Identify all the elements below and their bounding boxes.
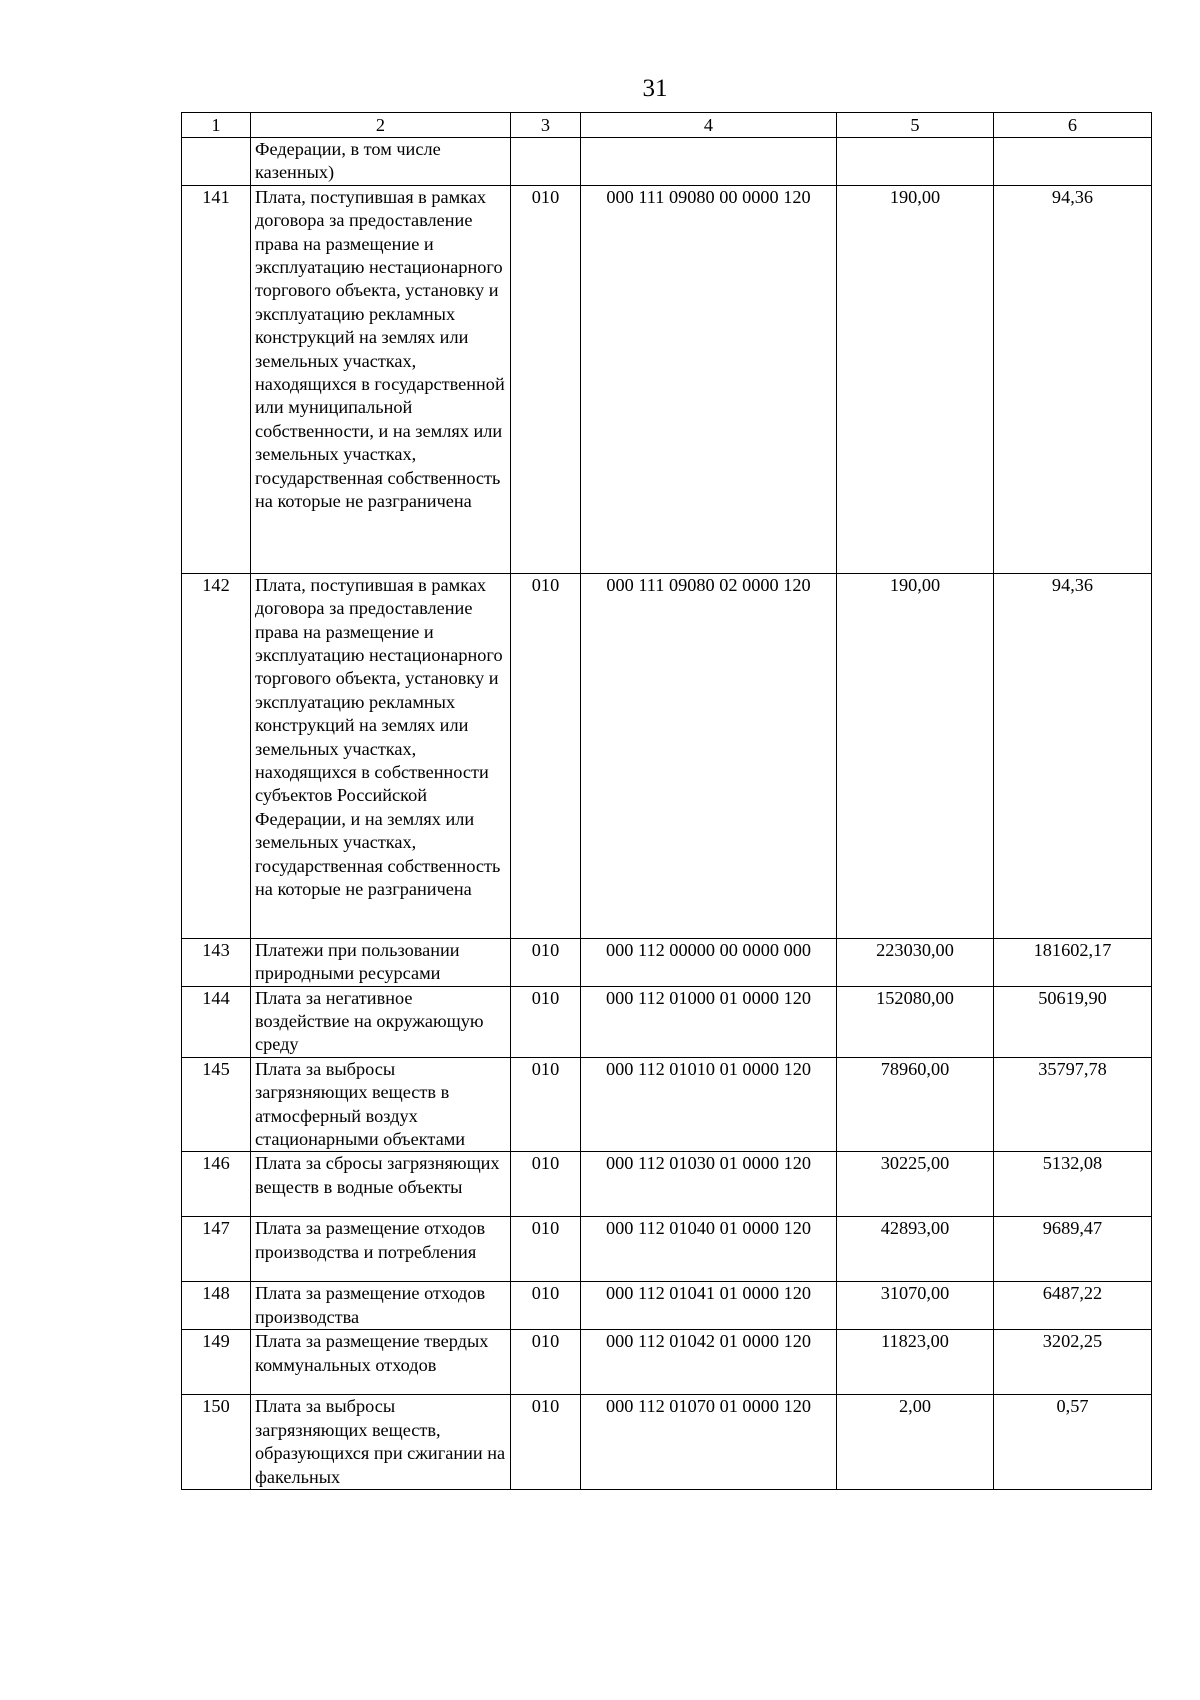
table-row xyxy=(182,986,1152,1057)
budget-code-cell: 000 112 01070 01 0000 120 xyxy=(581,1395,837,1490)
row-number-cell: 145 xyxy=(182,1057,251,1152)
budget-code-cell: 000 112 01042 01 0000 120 xyxy=(581,1330,837,1395)
plan-value-cell xyxy=(837,138,994,186)
budget-code-cell: 000 111 09080 02 0000 120 xyxy=(581,573,837,938)
admin-code-cell: 010 xyxy=(511,986,581,1057)
fact-value-cell: 181602,17 xyxy=(994,938,1152,986)
admin-code-cell: 010 xyxy=(511,938,581,986)
row-name-cell: Платежи при пользовании природными ресурсами xyxy=(251,938,511,986)
admin-code-cell: 010 xyxy=(511,1330,581,1395)
budget-code-cell: 000 112 01010 01 0000 120 xyxy=(581,1057,837,1152)
budget-code-cell: 000 112 01040 01 0000 120 xyxy=(581,1217,837,1282)
plan-value-cell: 31070,00 xyxy=(837,1282,994,1330)
table-row xyxy=(182,185,1152,573)
fact-value-cell: 3202,25 xyxy=(994,1330,1152,1395)
budget-code-cell: 000 112 01030 01 0000 120 xyxy=(581,1152,837,1217)
admin-code-cell xyxy=(511,138,581,186)
header-cell: 6 xyxy=(994,113,1152,138)
table-row xyxy=(182,1217,1152,1282)
row-name-cell: Плата, поступившая в рамках договора за предоставление права на размещение и эксплуатацию нестационарного торгового объекта, установку и эксплуатацию рекламных конструкций на землях или земельных участках, находящихся в государственной или муниципальной собственности, и на землях или земельных участках, государственная собственность на которые не разграничена xyxy=(251,185,511,573)
page-number: 31 xyxy=(642,75,668,102)
admin-code-cell: 010 xyxy=(511,1217,581,1282)
admin-code-cell: 010 xyxy=(511,1057,581,1152)
table-row xyxy=(182,1282,1152,1330)
budget-code-cell: 000 111 09080 00 0000 120 xyxy=(581,185,837,573)
row-number-cell xyxy=(182,138,251,186)
row-number-cell: 144 xyxy=(182,986,251,1057)
budget-code-cell xyxy=(581,138,837,186)
admin-code-cell: 010 xyxy=(511,573,581,938)
table-row xyxy=(182,1152,1152,1217)
fact-value-cell: 6487,22 xyxy=(994,1282,1152,1330)
row-number-cell: 142 xyxy=(182,573,251,938)
row-name-cell: Плата за размещение твердых коммунальных отходов xyxy=(251,1330,511,1395)
plan-value-cell: 30225,00 xyxy=(837,1152,994,1217)
admin-code-cell: 010 xyxy=(511,1282,581,1330)
fact-value-cell: 50619,90 xyxy=(994,986,1152,1057)
row-name-cell: Федерации, в том числе казенных) xyxy=(251,138,511,186)
plan-value-cell: 2,00 xyxy=(837,1395,994,1490)
row-name-cell: Плата, поступившая в рамках договора за предоставление права на размещение и эксплуатацию нестационарного торгового объекта, установку и эксплуатацию рекламных конструкций на землях или земельных участках, находящихся в собственности субъектов Российской Федерации, и на землях или земельных участках, государственная собственность на которые не разграничена xyxy=(251,573,511,938)
plan-value-cell: 78960,00 xyxy=(837,1057,994,1152)
table-header-row xyxy=(182,113,1152,138)
row-name-cell: Плата за размещение отходов производства и потребления xyxy=(251,1217,511,1282)
row-name-cell: Плата за негативное воздействие на окружающую среду xyxy=(251,986,511,1057)
budget-code-cell: 000 112 00000 00 0000 000 xyxy=(581,938,837,986)
row-number-cell: 150 xyxy=(182,1395,251,1490)
header-cell: 3 xyxy=(511,113,581,138)
budget-code-cell: 000 112 01041 01 0000 120 xyxy=(581,1282,837,1330)
row-name-cell: Плата за размещение отходов производства xyxy=(251,1282,511,1330)
row-number-cell: 143 xyxy=(182,938,251,986)
table-row xyxy=(182,1330,1152,1395)
row-number-cell: 149 xyxy=(182,1330,251,1395)
table-row xyxy=(182,138,1152,186)
table-row xyxy=(182,938,1152,986)
plan-value-cell: 42893,00 xyxy=(837,1217,994,1282)
plan-value-cell: 223030,00 xyxy=(837,938,994,986)
row-number-cell: 146 xyxy=(182,1152,251,1217)
fact-value-cell: 0,57 xyxy=(994,1395,1152,1490)
budget-code-cell: 000 112 01000 01 0000 120 xyxy=(581,986,837,1057)
row-number-cell: 141 xyxy=(182,185,251,573)
header-cell: 5 xyxy=(837,113,994,138)
fact-value-cell: 9689,47 xyxy=(994,1217,1152,1282)
revenue-table xyxy=(181,112,1152,1490)
fact-value-cell: 5132,08 xyxy=(994,1152,1152,1217)
fact-value-cell: 94,36 xyxy=(994,573,1152,938)
header-cell: 2 xyxy=(251,113,511,138)
header-cell: 1 xyxy=(182,113,251,138)
table-row xyxy=(182,573,1152,938)
admin-code-cell: 010 xyxy=(511,185,581,573)
row-number-cell: 148 xyxy=(182,1282,251,1330)
table-row xyxy=(182,1395,1152,1490)
row-name-cell: Плата за выбросы загрязняющих веществ в атмосферный воздух стационарными объектами xyxy=(251,1057,511,1152)
plan-value-cell: 190,00 xyxy=(837,185,994,573)
row-name-cell: Плата за выбросы загрязняющих веществ, образующихся при сжигании на факельных xyxy=(251,1395,511,1490)
admin-code-cell: 010 xyxy=(511,1395,581,1490)
admin-code-cell: 010 xyxy=(511,1152,581,1217)
fact-value-cell: 35797,78 xyxy=(994,1057,1152,1152)
plan-value-cell: 11823,00 xyxy=(837,1330,994,1395)
table-row xyxy=(182,1057,1152,1152)
row-number-cell: 147 xyxy=(182,1217,251,1282)
plan-value-cell: 152080,00 xyxy=(837,986,994,1057)
plan-value-cell: 190,00 xyxy=(837,573,994,938)
header-cell: 4 xyxy=(581,113,837,138)
row-name-cell: Плата за сбросы загрязняющих веществ в водные объекты xyxy=(251,1152,511,1217)
fact-value-cell xyxy=(994,138,1152,186)
fact-value-cell: 94,36 xyxy=(994,185,1152,573)
